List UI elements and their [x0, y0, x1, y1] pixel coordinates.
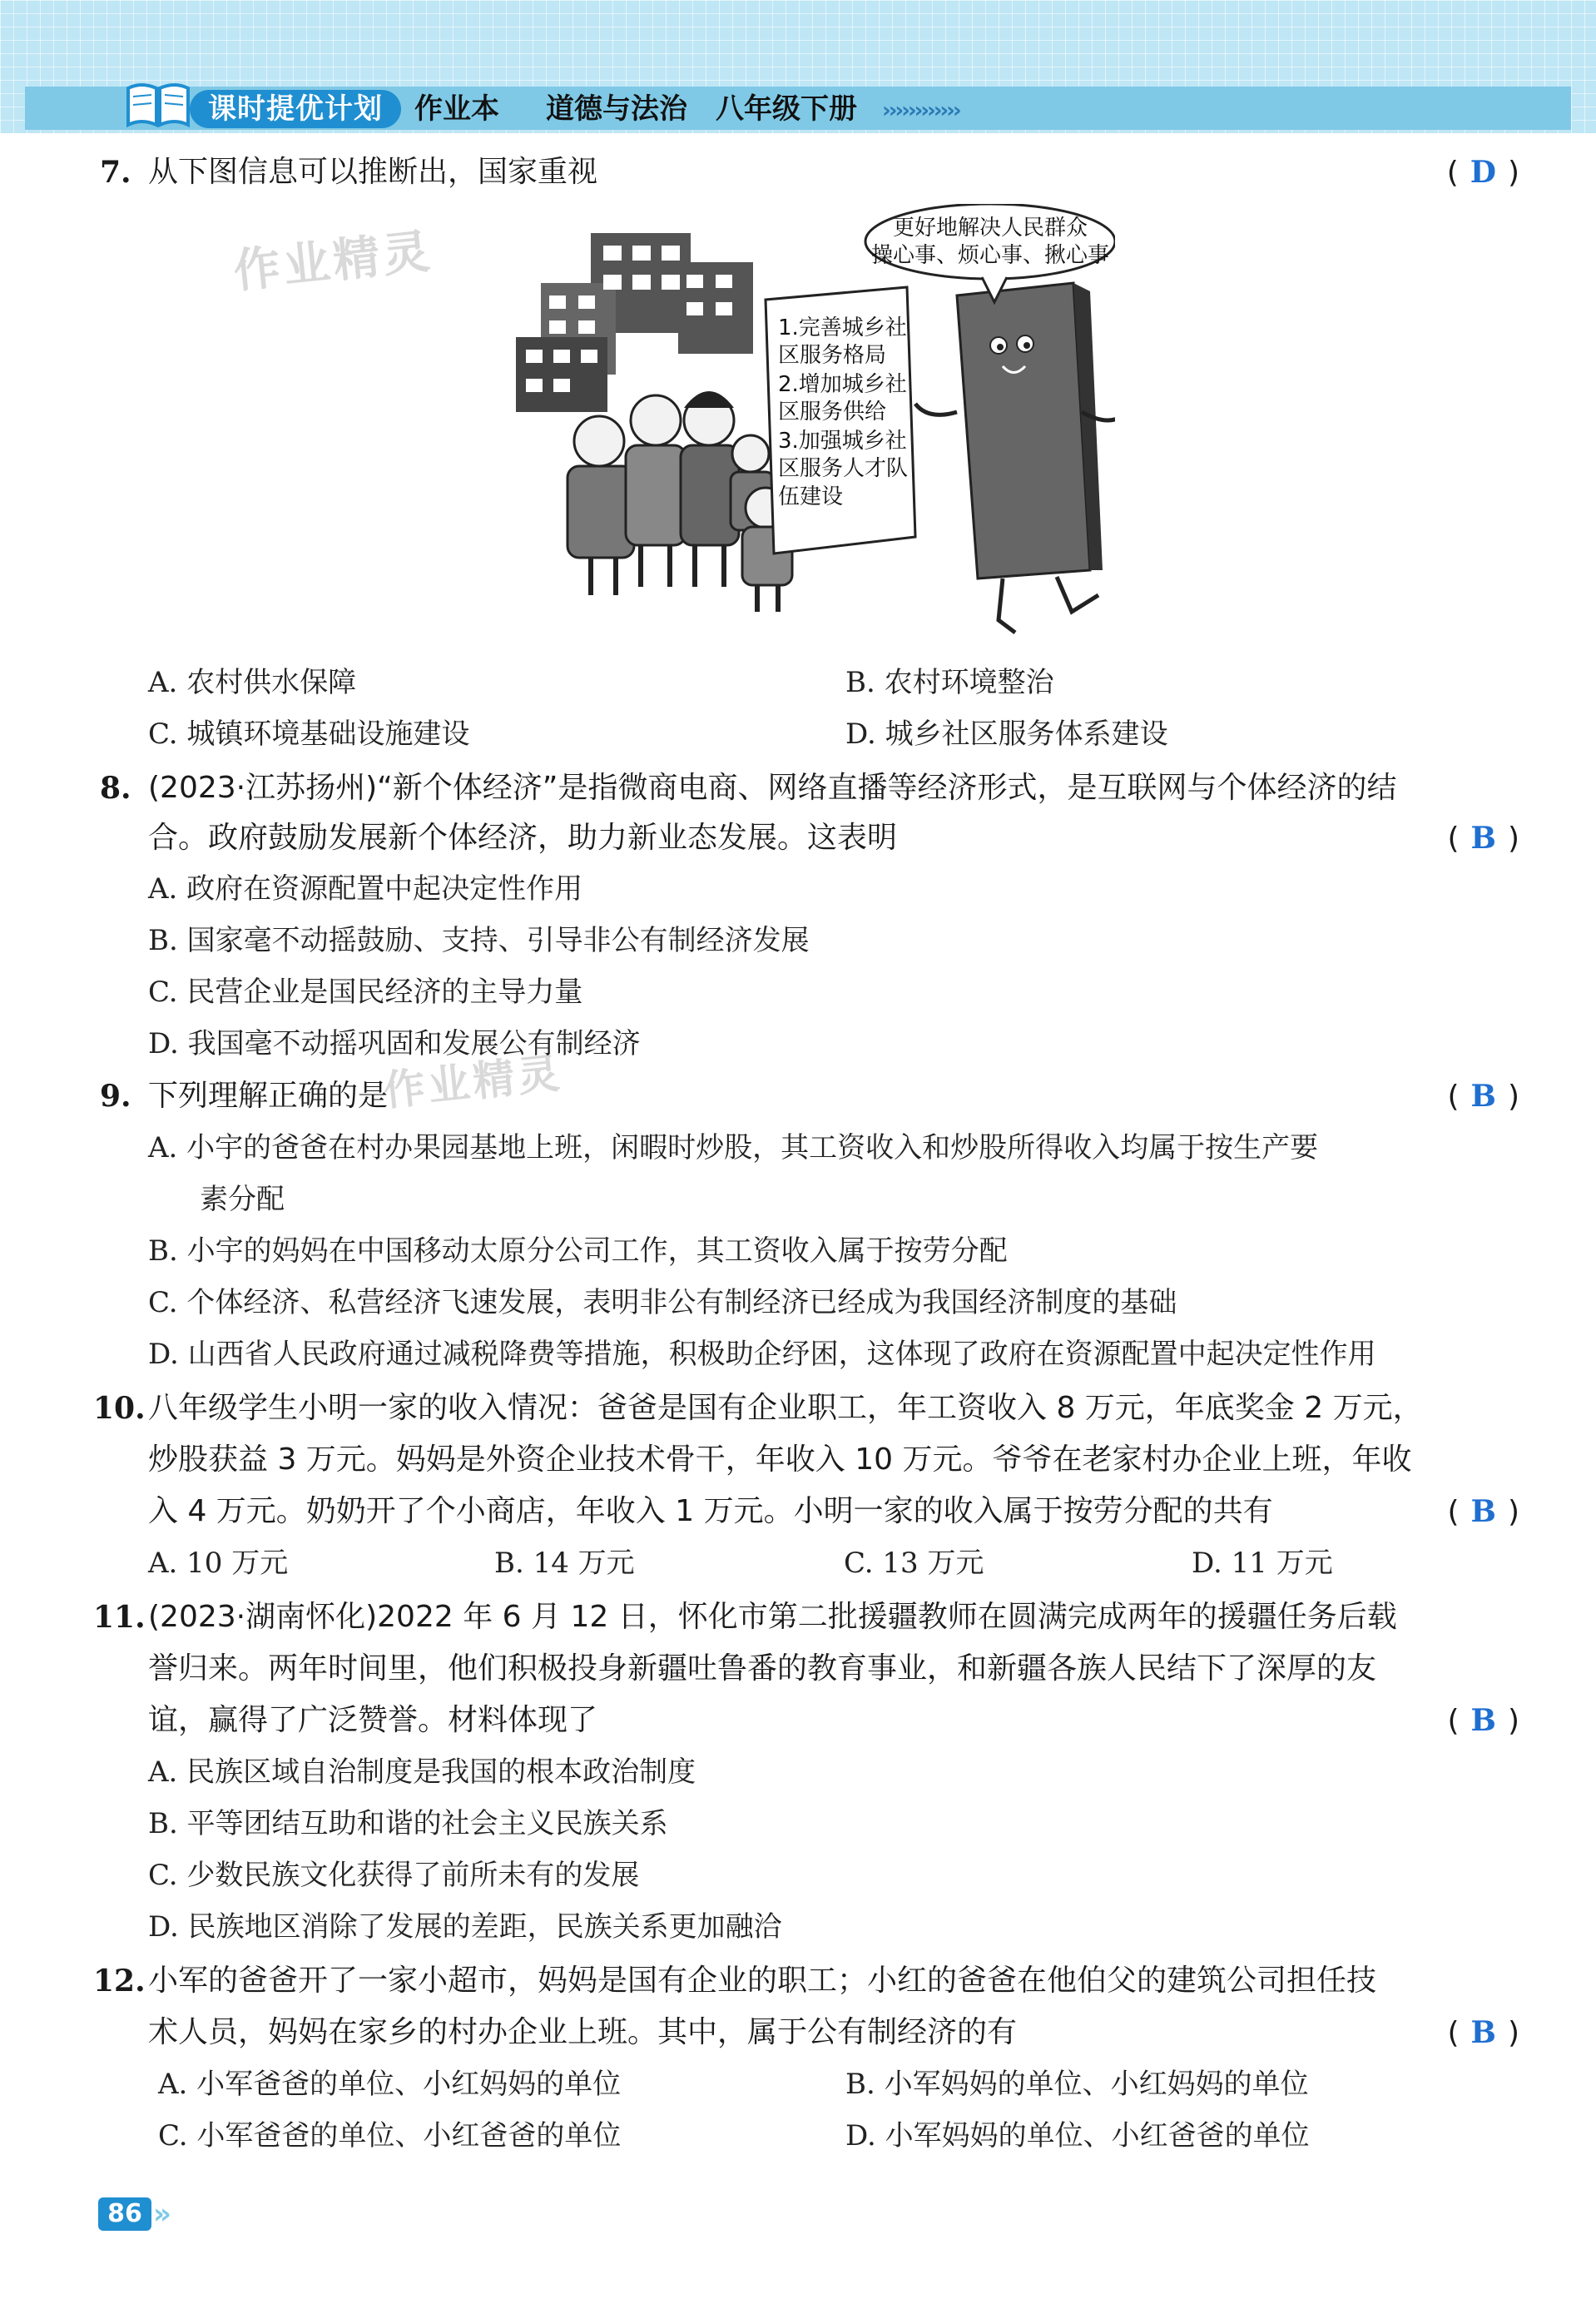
- option-b[interactable]: B. 农村环境整治: [845, 666, 1054, 699]
- question-number: 7.: [100, 155, 131, 190]
- question-stem: 下列理解正确的是: [148, 1079, 389, 1113]
- answer-bracket: ( B ): [1447, 2015, 1519, 2050]
- answer-bracket: ( B ): [1447, 1079, 1519, 1114]
- question-stem: 谊，赢得了广泛赞誉。材料体现了: [148, 1703, 598, 1737]
- answer-letter: B: [1470, 1494, 1496, 1529]
- answer-letter: B: [1470, 821, 1496, 856]
- option-d[interactable]: D. 民族地区消除了发展的差距，民族关系更加融洽: [148, 1910, 782, 1944]
- question-stem: 炒股获益 3 万元。妈妈是外资企业技术骨干，年收入 10 万元。爷爷在老家村办企业上班，年收: [148, 1442, 1412, 1477]
- option-b[interactable]: B. 平等团结互助和谐的社会主义民族关系: [148, 1807, 668, 1840]
- sign-line: 3.加强城乡社: [778, 429, 907, 454]
- header-chevrons-icon: ››››››››››››: [882, 98, 959, 123]
- sign-line: 1.完善城乡社: [778, 315, 907, 340]
- answer-letter: B: [1470, 1703, 1496, 1738]
- watermark: 作业精灵: [380, 1048, 565, 1116]
- option-c[interactable]: C. 13 万元: [844, 1547, 984, 1580]
- brand-title: 课时提优计划: [190, 90, 401, 128]
- question-stem: (2023·江苏扬州)“新个体经济”是指微商电商、网络直播等经济形式，是互联网与个体经济的结: [148, 771, 1397, 805]
- question-number: 8.: [100, 771, 131, 806]
- option-a[interactable]: A. 民族区域自治制度是我国的根本政治制度: [148, 1755, 696, 1789]
- option-a[interactable]: A. 小宇的爸爸在村办果园基地上班，闲暇时炒股，其工资收入和炒股所得收入均属于按生产要: [148, 1131, 1319, 1164]
- answer-bracket: ( D ): [1446, 155, 1519, 190]
- question-stem: 八年级学生小明一家的收入情况：爸爸是国有企业职工，年工资收入 8 万元，年底奖金 2 万元，: [148, 1391, 1423, 1425]
- sign-line: 伍建设: [778, 484, 844, 509]
- option-d[interactable]: D. 城乡社区服务体系建设: [845, 718, 1168, 751]
- option-d[interactable]: D. 山西省人民政府通过减税降费等措施，积极助企纾困，这体现了政府在资源配置中起决定性作用: [148, 1338, 1376, 1371]
- question-stem: 术人员，妈妈在家乡的村办企业上班。其中，属于公有制经济的有: [148, 2015, 1018, 2049]
- page-chevron-icon: »: [153, 2197, 166, 2231]
- option-a[interactable]: A. 政府在资源配置中起决定性作用: [148, 872, 583, 906]
- book-type: 作业本: [414, 92, 499, 126]
- answer-bracket: ( B ): [1447, 821, 1519, 856]
- option-a[interactable]: A. 小军爸爸的单位、小红妈妈的单位: [158, 2068, 622, 2101]
- speech-line: 操心事、烦心事、揪心事: [870, 243, 1110, 268]
- sign-line: 区服务人才队: [778, 456, 909, 481]
- question-stem: 誉归来。两年时间里，他们积极投身新疆吐鲁番的教育事业，和新疆各族人民结下了深厚的友: [148, 1651, 1377, 1686]
- sign-line: 区服务供给: [778, 400, 887, 425]
- answer-letter: B: [1470, 1079, 1496, 1114]
- open-book-icon: [125, 77, 191, 130]
- option-b[interactable]: B. 小军妈妈的单位、小红妈妈的单位: [845, 2068, 1309, 2101]
- option-d[interactable]: D. 我国毫不动摇巩固和发展公有制经济: [148, 1027, 641, 1060]
- option-a[interactable]: A. 农村供水保障: [148, 666, 357, 699]
- option-c[interactable]: C. 民营企业是国民经济的主导力量: [148, 976, 583, 1009]
- answer-bracket: ( B ): [1447, 1703, 1519, 1738]
- question-number: 10.: [93, 1391, 146, 1426]
- sign-line: 区服务格局: [778, 343, 887, 368]
- option-c[interactable]: C. 城镇环境基础设施建设: [148, 718, 470, 751]
- question-stem: 合。政府鼓励发展新个体经济，助力新业态发展。这表明: [148, 821, 898, 855]
- question-number: 9.: [100, 1079, 131, 1114]
- page-number: 86: [98, 2197, 151, 2231]
- family-group-icon: [568, 391, 792, 612]
- option-d[interactable]: D. 11 万元: [1192, 1547, 1333, 1580]
- answer-letter: B: [1470, 2015, 1496, 2050]
- option-b[interactable]: B. 14 万元: [494, 1547, 635, 1580]
- question-number: 12.: [93, 1964, 146, 1999]
- watermark: 作业精灵: [230, 224, 436, 300]
- question-stem: 从下图信息可以推断出，国家重视: [148, 155, 598, 189]
- subject-grade: 道德与法治 八年级下册: [546, 92, 857, 126]
- option-b[interactable]: B. 小宇的妈妈在中国移动太原分公司工作，其工资收入属于按劳分配: [148, 1234, 1008, 1268]
- page-header: [0, 0, 1596, 133]
- speech-line: 更好地解决人民群众: [892, 216, 1088, 241]
- option-d[interactable]: D. 小军妈妈的单位、小红爸爸的单位: [845, 2119, 1310, 2153]
- answer-letter: D: [1470, 155, 1496, 190]
- answer-bracket: ( B ): [1447, 1494, 1519, 1529]
- question-number: 11.: [93, 1600, 146, 1635]
- option-c[interactable]: C. 小军爸爸的单位、小红爸爸的单位: [158, 2119, 622, 2153]
- question-stem: 入 4 万元。奶奶开了个小商店，年收入 1 万元。小明一家的收入属于按劳分配的共有: [148, 1494, 1273, 1528]
- q7-illustration: [516, 204, 1115, 653]
- option-a[interactable]: A. 10 万元: [148, 1547, 289, 1580]
- book-character-icon: [915, 283, 1115, 633]
- option-a-cont: 素分配: [200, 1183, 285, 1216]
- question-stem: (2023·湖南怀化)2022 年 6 月 12 日，怀化市第二批援疆教师在圆满完成两年的援疆任务后载: [148, 1600, 1397, 1634]
- buildings-icon: [516, 233, 753, 412]
- option-c[interactable]: C. 少数民族文化获得了前所未有的发展: [148, 1859, 640, 1892]
- option-c[interactable]: C. 个体经济、私营经济飞速发展，表明非公有制经济已经成为我国经济制度的基础: [148, 1286, 1177, 1319]
- question-stem: 小军的爸爸开了一家小超市，妈妈是国有企业的职工；小红的爸爸在他伯父的建筑公司担任技: [148, 1964, 1377, 1998]
- sign-line: 2.增加城乡社: [778, 372, 907, 397]
- option-b[interactable]: B. 国家毫不动摇鼓励、支持、引导非公有制经济发展: [148, 924, 810, 957]
